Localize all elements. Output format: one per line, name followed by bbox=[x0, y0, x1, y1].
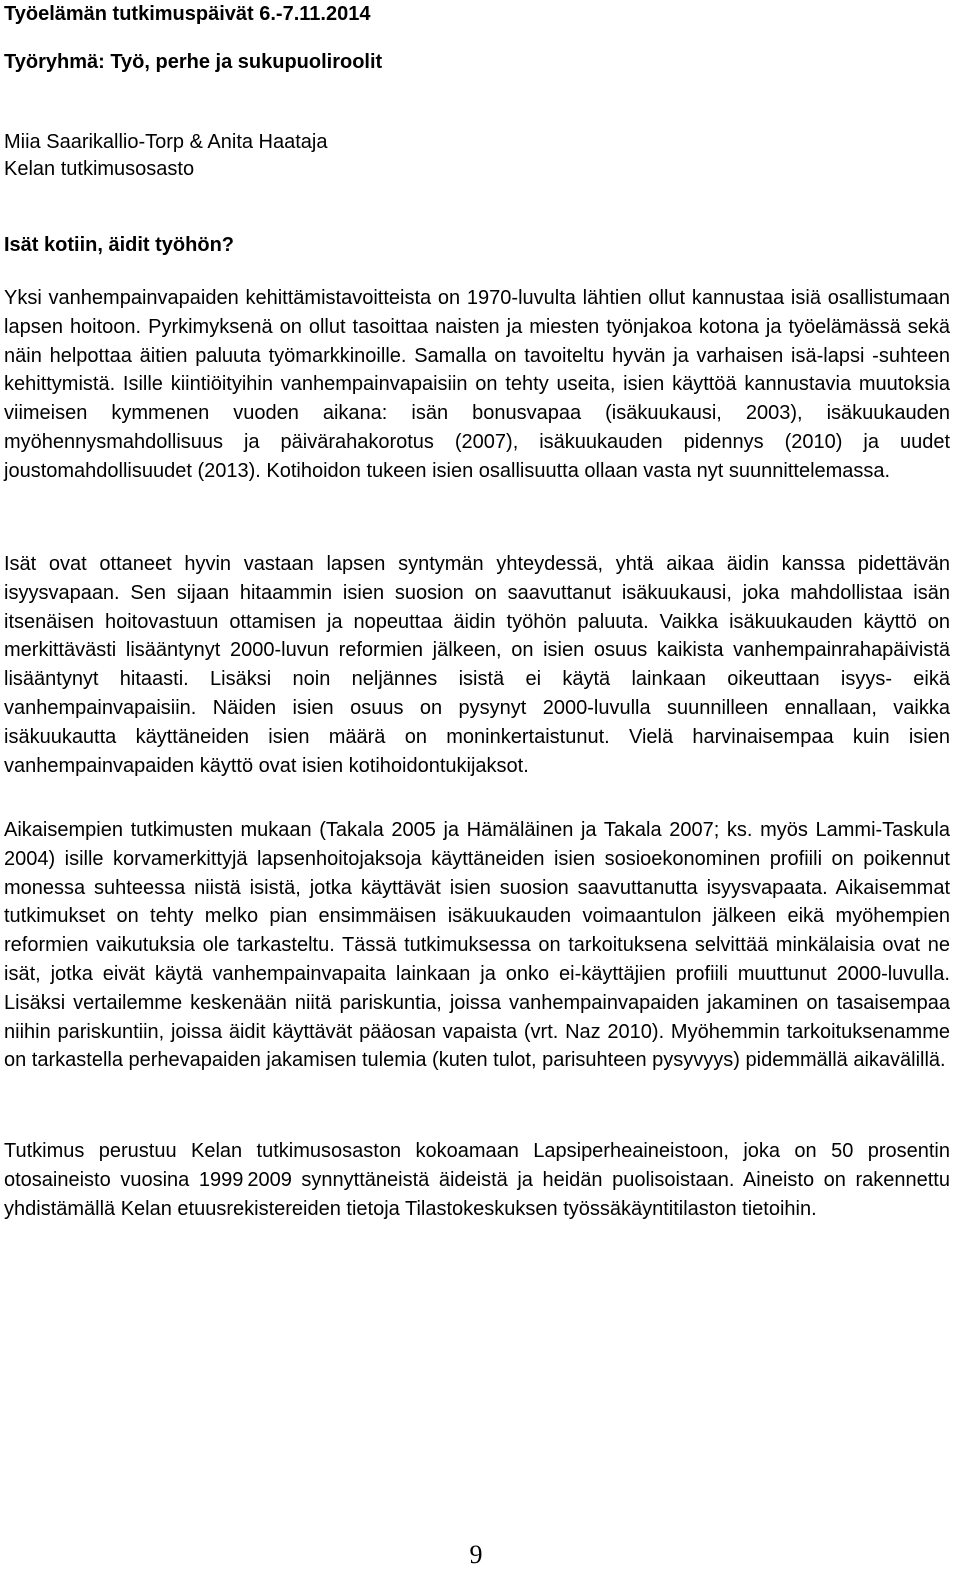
body-paragraph-3: Aikaisempien tutkimusten mukaan (Takala 2005 ja Hämäläinen ja Takala 2007; ks. myös Lammi-Taskula 2004) isille korvamerkittyjä lapsenhoitojaksoja käyttäneiden isien sosioekonominen profiili on poikennut monessa suhteessa niistä isistä, jotka käyttävät isien suosion saavuttanutta isyysvapaata. Aikaisemmat tutkimukset on tehty melko pian ensimmäisen isäkuukauden voimaantulon jälkeen eikä myöhempien reformien vaikutuksia ole tarkasteltu. Tässä tutkimuksessa on tarkoituksena selvittää minkälaisia ovat ne isät, jotka eivät käytä vanhempainvapaita lainkaan ja onko ei-käyttäjien profiili muuttunut 2000-luvulla. Lisäksi vertailemme keskenään niitä pariskuntia, joissa vanhempainvapaiden jakaminen on tasaisempaa niihin pariskuntiin, joissa äidit käyttävät pääosan vapaista (vrt. Naz 2010). Myöhemmin tarkoituksenamme on tarkastella perhevapaiden jakamisen tulemia (kuten tulot, parisuhteen pysyvyys) pidemmällä aikavälillä. bbox=[4, 819, 950, 1072]
department-line: Kelan tutkimusosasto bbox=[4, 158, 195, 180]
body-paragraph-2: Isät ovat ottaneet hyvin vastaan lapsen syntymän yhteydessä, yhtä aikaa äidin kanssa pidettävän isyysvapaan. Sen sijaan hitaammin isien suosion on saavuttanut isäkuukausi, joka mahdollistaa isän itsenäisen hoitovastuun ottamisen ja nopeuttaa äidin työhön paluuta. Vaikka isäkuukauden käyttö on merkittävästi lisääntynyt 2000-luvun reformien jälkeen, on isien osuus kaikista vanhempainrahapäivistä lisääntynyt hitaasti. Lisäksi noin neljännes isistä ei käytä lainkaan oikeuttaan isyys- eikä vanhempainvapaisiin. Näiden isien osuus on pysynyt 2000-luvulla suunnilleen ennallaan, vaikka isäkuukautta käyttäneiden isien määrä on moninkertaistunut. Vielä harvinaisempaa kuin isien vanhempainvapaiden käyttö ovat isien kotihoidontukijaksot. bbox=[4, 553, 950, 777]
article-title: Isät kotiin, äidit työhön? bbox=[4, 234, 234, 256]
body-paragraph-1: Yksi vanhempainvapaiden kehittämistavoitteista on 1970-luvulta lähtien ollut kannustaa isiä osallistumaan lapsen hoitoon. Pyrkimyksenä on ollut tasoittaa naisten ja miesten työnjakoa kotona ja työelämässä sekä näin helpottaa äitien paluuta työmarkkinoille. Samalla on tavoiteltu hyvän ja varhaisen isä-lapsi -suhteen kehittymistä. Isille kiintiöityihin vanhempainvapaisiin on tehty useita, isien käyttöä kannustavia muutoksia viimeisen kymmenen vuoden aikana: isän bonusvapaa (isäkuukausi, 2003), isäkuukauden myöhennysmahdollisuus ja päivärahakorotus (2007), isäkuukauden pidennys (2010) ja uudet joustomahdollisuudet (2013). Kotihoidon tukeen isien osallisuutta ollaan vasta nyt suunnittelemassa. bbox=[4, 287, 950, 482]
working-group-heading: Työryhmä: Työ, perhe ja sukupuoliroolit bbox=[4, 51, 383, 73]
conference-heading: Työelämän tutkimuspäivät 6.-7.11.2014 bbox=[4, 3, 371, 25]
body-paragraph-4: Tutkimus perustuu Kelan tutkimusosaston kokoamaan Lapsiperheaineistoon, joka on 50 prosentin otosaineisto vuosina 1999 2009 synnyttäneistä äideistä ja heidän puolisoistaan. Aineisto on rakennettu yhdistämällä Kelan etuusrekistereiden tietoja Tilastokeskuksen työssäkäyntitilaston tietoihin. bbox=[4, 1140, 950, 1220]
authors-line: Miia Saarikallio-Torp & Anita Haataja bbox=[4, 131, 328, 153]
page-number: 9 bbox=[469, 1540, 483, 1569]
